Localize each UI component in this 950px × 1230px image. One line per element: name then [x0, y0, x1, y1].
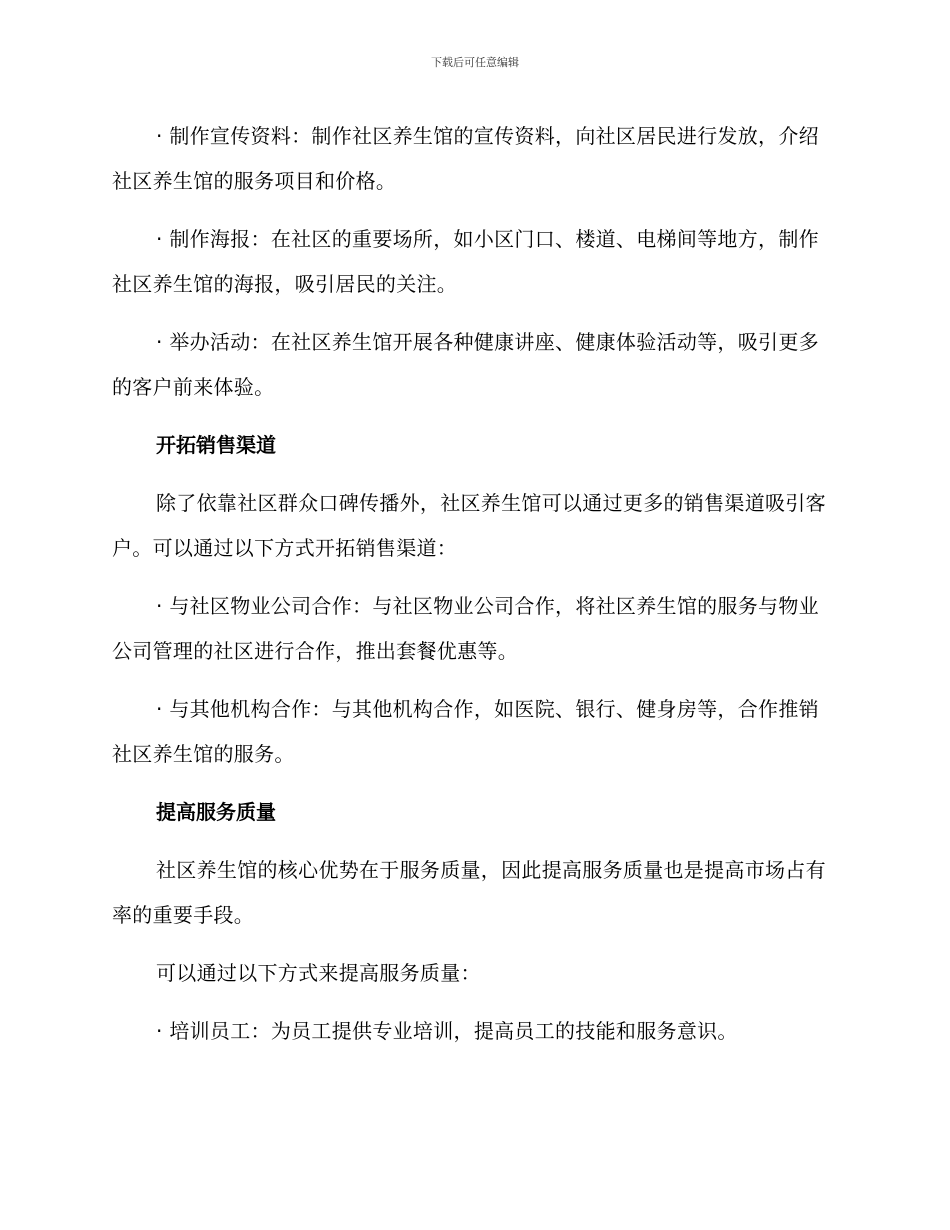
- page-header: 下载后可任意编辑: [431, 56, 519, 69]
- bullet-item: · 与社区物业公司合作：与社区物业公司合作，将社区养生馆的服务与物业公司管理的社区进行合作，推出套餐优惠等。: [112, 594, 819, 663]
- paragraph: 除了依靠社区群众口碑传播外，社区养生馆可以通过更多的销售渠道吸引客户。可以通过以下方式开拓销售渠道：: [112, 491, 826, 560]
- bullet-item: · 制作宣传资料：制作社区养生馆的宣传资料，向社区居民进行发放，介绍社区养生馆的服务项目和价格。: [112, 124, 819, 193]
- section-heading: 提高服务质量: [156, 800, 276, 824]
- bullet-item: · 培训员工：为员工提供专业培训，提高员工的技能和服务意识。: [156, 1019, 738, 1043]
- document-body: [112, 114, 832, 1067]
- paragraph: 可以通过以下方式来提高服务质量：: [156, 961, 481, 985]
- bullet-item: · 举办活动：在社区养生馆开展各种健康讲座、健康体验活动等，吸引更多的客户前来体验。: [112, 330, 819, 399]
- paragraph: 社区养生馆的核心优势在于服务质量，因此提高服务质量也是提高市场占有率的重要手段。: [112, 858, 826, 927]
- bullet-item: · 制作海报：在社区的重要场所，如小区门口、楼道、电梯间等地方，制作社区养生馆的海报，吸引居民的关注。: [112, 227, 819, 296]
- section-heading: 开拓销售渠道: [156, 433, 276, 457]
- bullet-item: · 与其他机构合作：与其他机构合作，如医院、银行、健身房等，合作推销社区养生馆的服务。: [112, 697, 819, 766]
